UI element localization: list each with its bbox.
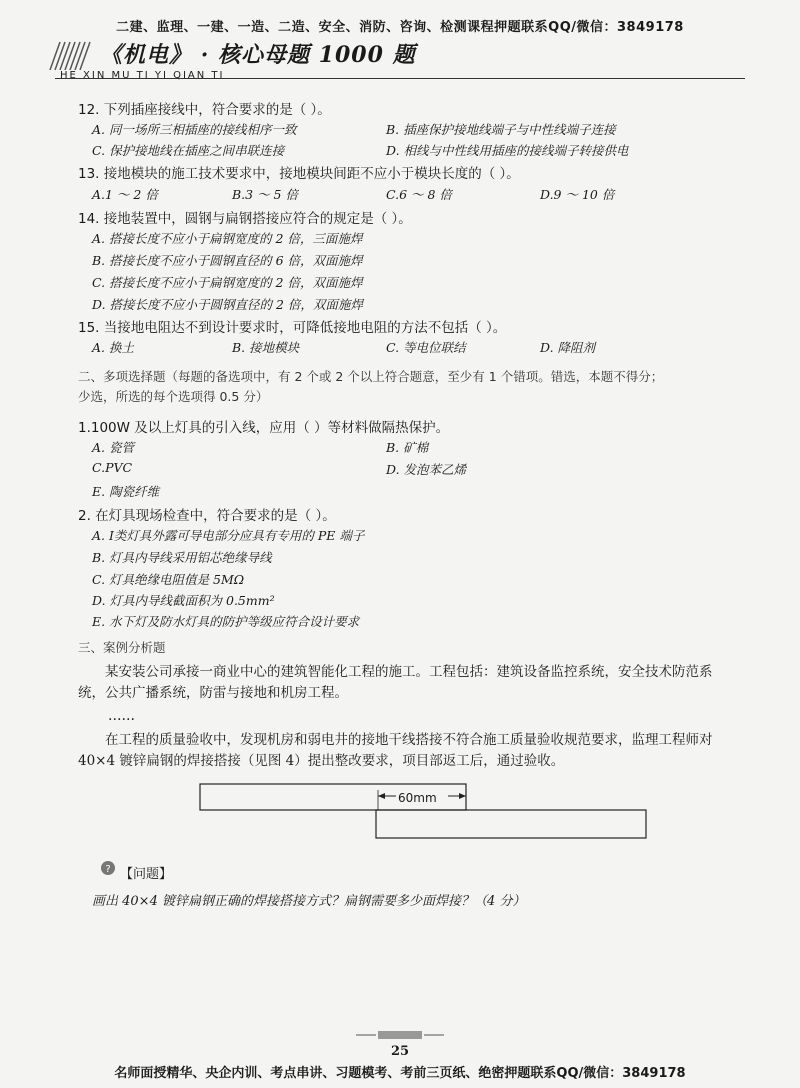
svg-text:?: ? — [105, 864, 111, 875]
case-paragraph-2: 在工程的质量验收中，发现机房和弱电井的接地干线搭接不符合施工质量验收规范要求，监理工程师对 40×4 镀锌扁钢的焊接搭接（见图 4）提出整改要求，项目部返工后，通过验收。 — [78, 732, 713, 769]
section-2-heading-line1: 二、多项选择题（每题的备选项中，有 2 个或 2 个以上符合题意，至少有 1 个错项。错选，本题不得分； — [78, 369, 664, 384]
book-title-subject: 《机电》 — [100, 42, 193, 68]
footer-contact-banner: 名师面授精华、央企内训、考点串讲、习题模考、考前三页纸、绝密押题联系QQ/微信：3849178 — [114, 1066, 686, 1081]
case-paragraph-1: 某安装公司承接一商业中心的建筑智能化工程的施工。工程包括：建筑设备监控系统，安全技术防范系统，公共广播系统，防雷与接地和机房工程。 — [78, 664, 713, 701]
mc-question-2-stem: 2. 在灯具现场检查中，符合要求的是（ ）。 — [78, 508, 336, 524]
overlap-dimension-label: 60mm — [398, 791, 437, 805]
question-13-option-c: C.6 ～ 8 倍 — [386, 187, 452, 202]
book-title — [100, 38, 416, 69]
mc-question-2-option-b: B. 灯具内导线采用铝芯绝缘导线 — [92, 550, 272, 565]
mc-question-1-option-b: B. 矿棉 — [386, 440, 429, 455]
question-12-option-b: B. 插座保护接地线端子与中性线端子连接 — [386, 122, 616, 137]
book-title-dot: · — [200, 42, 210, 68]
mc-question-1-option-d: D. 发泡苯乙烯 — [386, 462, 467, 477]
question-12-option-a: A. 同一场所三相插座的接线相序一致 — [92, 122, 297, 137]
question-15-option-d: D. 降阻剂 — [540, 340, 596, 355]
question-15-option-b: B. 接地模块 — [232, 340, 300, 355]
section-2-heading-line2: 少选，所选的每个选项得 0.5 分） — [78, 389, 269, 404]
question-marker-icon — [100, 860, 116, 876]
question-15-option-a: A. 换土 — [92, 340, 134, 355]
mc-question-2-option-e: E. 水下灯及防水灯具的防护等级应符合设计要求 — [92, 614, 360, 629]
case-question-text: 画出 40×4 镀锌扁钢正确的焊接搭接方式？扁钢需要多少面焊接？（4 分） — [92, 894, 526, 909]
header-rule — [55, 78, 745, 79]
mc-question-1-option-c: C.PVC — [92, 460, 133, 475]
question-12-stem: 12. 下列插座接线中，符合要求的是（ ）。 — [78, 102, 331, 118]
mc-question-2-option-a: A. Ⅰ类灯具外露可导电部分应具有专用的 PE 端子 — [92, 528, 365, 543]
case-ellipsis: …… — [108, 708, 135, 724]
mc-question-1-option-a: A. 瓷管 — [92, 440, 134, 455]
question-14-option-a: A. 搭接长度不应小于扁钢宽度的 2 倍，三面施焊 — [92, 231, 363, 246]
question-13-option-a: A.1 ～ 2 倍 — [92, 187, 158, 202]
question-12-option-d: D. 相线与中性线用插座的接线端子转接供电 — [386, 143, 629, 158]
lower-steel-bar — [376, 810, 646, 838]
page-number-ornament — [356, 1028, 444, 1042]
question-15-option-c: C. 等电位联结 — [386, 340, 466, 355]
question-15-stem: 15. 当接地电阻达不到设计要求时，可降低接地电阻的方法不包括（ ）。 — [78, 320, 507, 336]
question-14-option-b: B. 搭接长度不应小于圆钢直径的 6 倍，双面施焊 — [92, 253, 363, 268]
mc-question-2-option-c: C. 灯具绝缘电阻值是 5MΩ — [92, 572, 245, 587]
mc-question-1-option-e: E. 陶瓷纤维 — [92, 484, 160, 499]
section-3-heading: 三、案例分析题 — [78, 640, 166, 655]
book-title-name: 核心母题 1000 题 — [218, 42, 416, 68]
question-label: 【问题】 — [120, 867, 173, 882]
dim-arrow-right — [459, 793, 466, 799]
question-13-stem: 13. 接地模块的施工技术要求中，接地模块间距不应小于模块长度的（ ）。 — [78, 166, 520, 182]
book-subtitle: HE XIN MU TI YI QIAN TI — [60, 70, 225, 81]
mc-question-1-stem: 1.100W 及以上灯具的引入线，应用（ ）等材料做隔热保护。 — [78, 420, 450, 436]
mc-question-2-option-d: D. 灯具内导线截面积为 0.5mm² — [92, 593, 275, 608]
dim-arrow-left — [378, 793, 385, 799]
header-stripes-decoration — [48, 40, 98, 70]
question-14-stem: 14. 接地装置中，圆钢与扁钢搭接应符合的规定是（ ）。 — [78, 211, 412, 227]
question-13-option-b: B.3 ～ 5 倍 — [232, 187, 298, 202]
page-number: 25 — [390, 1044, 410, 1059]
question-14-option-d: D. 搭接长度不应小于圆钢直径的 2 倍，双面施焊 — [92, 297, 363, 312]
question-12-option-c: C. 保护接地线在插座之间串联连接 — [92, 143, 285, 158]
question-14-option-c: C. 搭接长度不应小于扁钢宽度的 2 倍，双面施焊 — [92, 275, 363, 290]
question-13-option-d: D.9 ～ 10 倍 — [540, 187, 615, 202]
top-contact-banner: 二建、监理、一建、一造、二造、安全、消防、咨询、检测课程押题联系QQ/微信：3849178 — [116, 20, 684, 35]
